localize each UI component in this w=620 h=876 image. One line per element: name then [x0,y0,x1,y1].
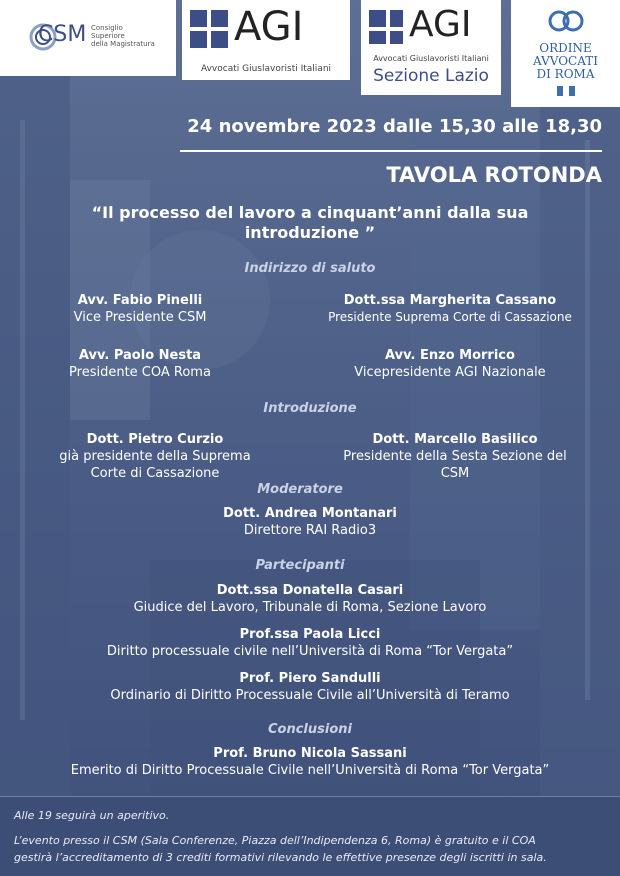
section-heading-saluto: Indirizzo di saluto [244,261,376,276]
speaker-licci [30,626,590,660]
speaker-sandulli [30,670,590,704]
speaker-role: Vicepresidente AGI Nazionale [354,365,546,380]
agi-lazio-subtitle: Avvocati Giuslavoristi Italiani [373,54,489,63]
knot-emblem-icon [546,8,586,38]
speaker-name: Prof.ssa Paola Licci [239,627,381,642]
csm-abbr: CSM [38,22,87,47]
section-heading-moderatore: Moderatore [257,482,343,497]
section-heading-conclusioni: Conclusioni [268,722,352,737]
speaker-basilico [330,431,580,482]
agi-lazio-square-icon [369,10,403,44]
speaker-role: Vice Presidente CSM [73,310,207,325]
agi-lazio-section: Sezione Lazio [373,66,489,86]
speaker-role: già presidente della Suprema Corte di Cassazione [59,449,251,481]
csm-line-2: Superiore [91,32,125,40]
ordine-line-1: ORDINE [539,41,592,55]
agi-square-icon [190,10,228,48]
speaker-name: Dott.ssa Donatella Casari [216,583,404,598]
speaker-name: Prof. Bruno Nicola Sassani [213,746,407,761]
ordine-line-3: DI ROMA [536,67,595,81]
speaker-role: Ordinario di Diritto Processuale Civile all’Università di Teramo [110,688,510,703]
event-title: TAVOLA ROTONDA [386,163,602,187]
event-date: 24 novembre 2023 dalle 15,30 alle 18,30 [187,116,602,137]
agi-subtitle: Avvocati Giuslavoristi Italiani [200,64,332,74]
speaker-name: Avv. Enzo Morrico [385,348,515,363]
footer-credits-line: gestirà l’accreditamento di 3 crediti formativi rilevando le effettive presenze degli iscritti in sala. [14,851,547,864]
speaker-cassano [300,292,600,326]
ordine-line-2: AVVOCATI [533,54,598,68]
speaker-name: Avv. Paolo Nesta [78,348,202,363]
speaker-name: Dott.ssa Margherita Cassano [343,293,557,308]
speaker-pinelli [20,292,260,326]
speaker-role: Giudice del Lavoro, Tribunale di Roma, Sezione Lavoro [133,600,487,615]
speaker-role: Presidente della Sesta Sezione del CSM [343,449,567,481]
speaker-montanari [110,505,510,539]
speaker-casari [30,582,590,616]
speaker-name: Dott. Andrea Montanari [223,506,397,521]
speaker-role: Direttore RAI Radio3 [243,523,377,538]
speaker-name: Avv. Fabio Pinelli [77,293,203,308]
speaker-name: Prof. Piero Sandulli [239,671,381,686]
csm-line-3: della Magistratura [91,40,155,48]
section-heading-partecipanti: Partecipanti [255,558,345,573]
footer-location-line: L’evento presso il CSM (Sala Conferenze, Piazza dell’Indipendenza 6, Roma) è gratuito e il COA [14,834,536,847]
footer-aperitivo: Alle 19 seguirà un aperitivo. [14,809,170,822]
event-subtitle: “Il processo del lavoro a cinquant’anni dalla sua introduzione ” [91,203,529,242]
speaker-nesta [20,347,260,381]
speaker-name: Dott. Marcello Basilico [372,432,538,447]
speaker-sassani [20,745,600,779]
speaker-role: Presidente Suprema Corte di Cassazione [328,310,572,324]
speaker-name: Dott. Pietro Curzio [86,432,224,447]
speaker-curzio [30,431,280,482]
agi-lazio-logo [361,0,501,95]
speaker-role: Emerito di Diritto Processuale Civile nell’Università di Roma “Tor Vergata” [70,763,550,778]
agi-name: AGI [234,4,304,50]
csm-logo [0,0,176,76]
ordine-avvocati-logo [511,0,620,107]
speaker-role: Presidente COA Roma [69,365,211,380]
csm-line-1: Consiglio [91,24,123,32]
agi-lazio-name: AGI [409,4,472,45]
columns-icon [555,86,577,96]
section-heading-introduzione: Introduzione [263,401,357,416]
footer-info-panel [0,796,620,876]
header-divider [180,150,602,152]
agi-logo [182,0,350,80]
speaker-role: Diritto processuale civile nell’Università di Roma “Tor Vergata” [106,644,514,659]
speaker-morrico [300,347,600,381]
